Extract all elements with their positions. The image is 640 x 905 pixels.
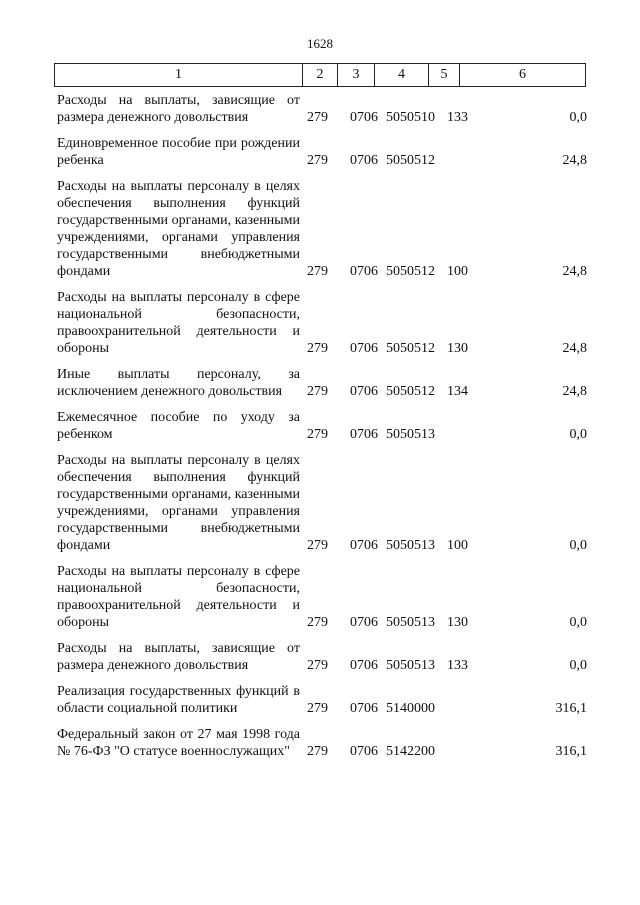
ministry-code: 279: [307, 110, 328, 125]
target-article-code: 5142200: [386, 744, 435, 759]
target-article-code: 5050513: [386, 427, 435, 442]
target-article-code: 5050510: [386, 110, 435, 125]
amount-value: 0,0: [569, 427, 587, 442]
table-row: [57, 409, 587, 443]
header-col-1: 1: [55, 64, 303, 86]
row-codes: [307, 657, 587, 674]
ministry-code: 279: [307, 384, 328, 399]
section-code: 0706: [350, 341, 378, 356]
row-description: Расходы на выплаты персоналу в целях обеспечения выполнения функций государственными органами, казенными учреждениями, органами управления государственными внебюджетными фондами: [57, 179, 300, 279]
target-article-code: 5050512: [386, 153, 435, 168]
expense-type-code: 100: [447, 264, 468, 279]
table-row: [57, 563, 587, 631]
expense-type-code: 130: [447, 615, 468, 630]
ministry-code: 279: [307, 341, 328, 356]
row-codes: [307, 743, 587, 760]
ministry-code: 279: [307, 658, 328, 673]
target-article-code: 5050513: [386, 538, 435, 553]
table-body: [57, 92, 587, 769]
ministry-code: 279: [307, 701, 328, 716]
section-code: 0706: [350, 427, 378, 442]
amount-value: 0,0: [569, 538, 587, 553]
ministry-code: 279: [307, 427, 328, 442]
table-header: [54, 63, 586, 87]
table-row: [57, 178, 587, 280]
row-description: Расходы на выплаты, зависящие от размера денежного довольствия: [57, 93, 300, 125]
table-row: [57, 289, 587, 357]
row-description: Федеральный закон от 27 мая 1998 года № 76-ФЗ "О статусе военнослужащих": [57, 727, 300, 759]
target-article-code: 5050513: [386, 658, 435, 673]
ministry-code: 279: [307, 538, 328, 553]
amount-value: 0,0: [569, 615, 587, 630]
row-description: Реализация государственных функций в области социальной политики: [57, 684, 300, 716]
row-codes: [307, 614, 587, 631]
section-code: 0706: [350, 264, 378, 279]
section-code: 0706: [350, 538, 378, 553]
row-codes: [307, 383, 587, 400]
section-code: 0706: [350, 658, 378, 673]
expense-type-code: 134: [447, 384, 468, 399]
header-col-5: 5: [429, 64, 460, 86]
target-article-code: 5050513: [386, 615, 435, 630]
table-row: [57, 683, 587, 717]
row-codes: [307, 263, 587, 280]
row-codes: [307, 109, 587, 126]
section-code: 0706: [350, 701, 378, 716]
header-col-6: 6: [519, 67, 526, 82]
expense-type-code: 133: [447, 658, 468, 673]
amount-value: 24,8: [562, 384, 587, 399]
header-col-2: 2: [303, 64, 338, 86]
expense-type-code: 130: [447, 341, 468, 356]
amount-value: 0,0: [569, 658, 587, 673]
header-col-4: 4: [375, 64, 429, 86]
section-code: 0706: [350, 153, 378, 168]
header-col-3: 3: [338, 64, 375, 86]
amount-value: 0,0: [569, 110, 587, 125]
ministry-code: 279: [307, 615, 328, 630]
expense-type-code: 100: [447, 538, 468, 553]
table-row: [57, 452, 587, 554]
row-description: Ежемесячное пособие по уходу за ребенком: [57, 410, 300, 442]
table-row: [57, 640, 587, 674]
row-description: Расходы на выплаты, зависящие от размера денежного довольствия: [57, 641, 300, 673]
expense-type-code: 133: [447, 110, 468, 125]
row-codes: [307, 426, 587, 443]
section-code: 0706: [350, 615, 378, 630]
table-row: [57, 135, 587, 169]
table-row: [57, 92, 587, 126]
ministry-code: 279: [307, 264, 328, 279]
target-article-code: 5050512: [386, 384, 435, 399]
target-article-code: 5050512: [386, 264, 435, 279]
amount-value: 24,8: [562, 264, 587, 279]
table-row: [57, 726, 587, 760]
row-codes: [307, 340, 587, 357]
section-code: 0706: [350, 384, 378, 399]
row-description: Иные выплаты персоналу, за исключением денежного довольствия: [57, 367, 300, 399]
row-codes: [307, 537, 587, 554]
row-codes: [307, 700, 587, 717]
section-code: 0706: [350, 744, 378, 759]
row-description: Расходы на выплаты персоналу в целях обеспечения выполнения функций государственными органами, казенными учреждениями, органами управления государственными внебюджетными фондами: [57, 453, 300, 553]
row-description: Единовременное пособие при рождении ребенка: [57, 136, 300, 168]
target-article-code: 5050512: [386, 341, 435, 356]
amount-value: 316,1: [555, 701, 587, 716]
amount-value: 24,8: [562, 153, 587, 168]
section-code: 0706: [350, 110, 378, 125]
ministry-code: 279: [307, 744, 328, 759]
table-row: [57, 366, 587, 400]
amount-value: 24,8: [562, 341, 587, 356]
target-article-code: 5140000: [386, 701, 435, 716]
page-number: 1628: [307, 36, 333, 51]
row-description: Расходы на выплаты персоналу в сфере национальной безопасности, правоохранительной деятельности и обороны: [57, 564, 300, 630]
ministry-code: 279: [307, 153, 328, 168]
row-description: Расходы на выплаты персоналу в сфере национальной безопасности, правоохранительной деятельности и обороны: [57, 290, 300, 356]
amount-value: 316,1: [555, 744, 587, 759]
row-codes: [307, 152, 587, 169]
